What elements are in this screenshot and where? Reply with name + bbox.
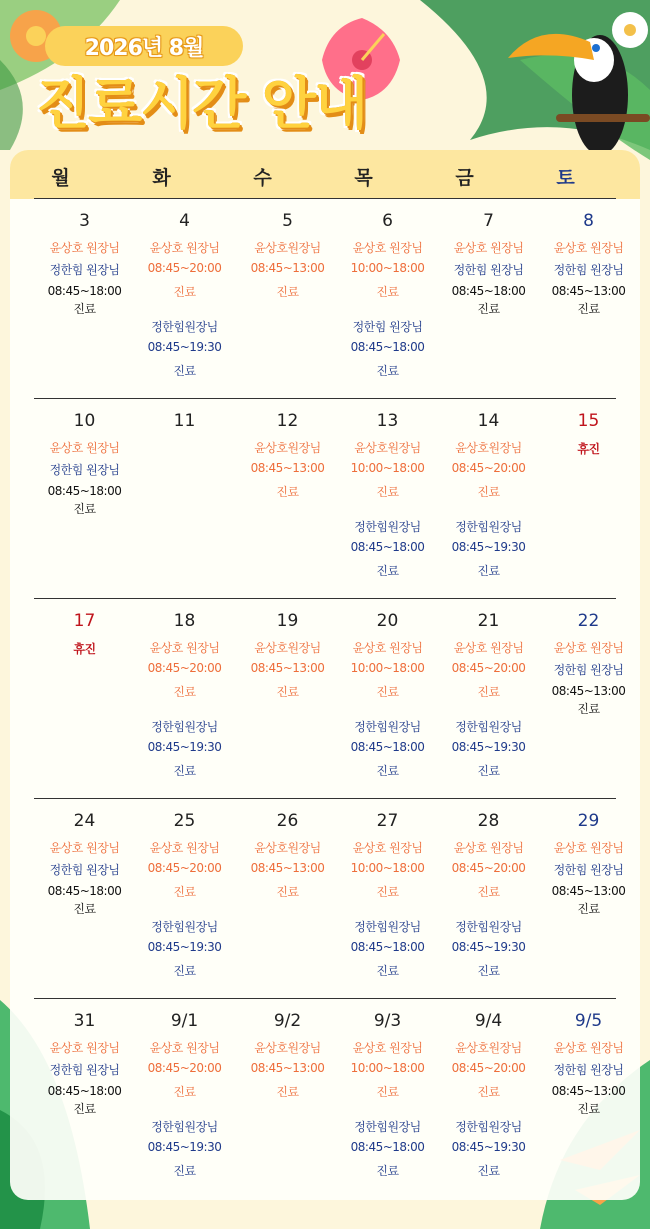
calendar-day: [237, 999, 338, 1199]
status-label: 진료: [376, 564, 399, 578]
hours: 08:45~20:00: [451, 1061, 526, 1075]
hours: 08:45~13:00: [551, 284, 626, 298]
status-label: 진료: [376, 885, 399, 899]
doctor-name: 정한힘원장님: [354, 1120, 421, 1134]
calendar-day: [237, 799, 338, 999]
doctor-name: 윤상호 원장님: [553, 241, 624, 255]
doctor-name: 윤상호 원장님: [553, 641, 624, 655]
hours: 08:45~13:00: [250, 461, 325, 475]
day-number: 27: [376, 811, 399, 831]
status-label: 진료: [276, 485, 299, 499]
hours: 10:00~18:00: [350, 861, 425, 875]
hours: 08:45~20:00: [147, 1061, 222, 1075]
hours: 08:45~13:00: [551, 884, 626, 898]
hours: 08:45~13:00: [551, 1084, 626, 1098]
doctor-name: 정한힘 원장님: [553, 1063, 624, 1077]
calendar-grid: [34, 198, 626, 1198]
status-label: 진료: [73, 1102, 96, 1116]
weekday-thu: 목: [354, 167, 373, 189]
day-number: 22: [577, 611, 600, 631]
doctor-name: 윤상호 원장님: [149, 641, 220, 655]
month-label: 2026년 8월: [45, 26, 243, 66]
doctor-name: 윤상호원장님: [254, 241, 321, 255]
day-number: 9/3: [373, 1011, 402, 1031]
calendar-day: [538, 999, 639, 1199]
doctor-name: 윤상호원장님: [354, 441, 421, 455]
weekday-fri: 금: [455, 167, 474, 189]
hours: 08:45~13:00: [250, 661, 325, 675]
white-flower-icon: [612, 12, 648, 48]
hours: 08:45~20:00: [147, 261, 222, 275]
status-label: 진료: [577, 1102, 600, 1116]
closed-label: 휴진: [73, 642, 96, 656]
doctor-name: 정한힘원장님: [354, 920, 421, 934]
calendar-day: [438, 799, 539, 999]
doctor-name: 윤상호원장님: [455, 1041, 522, 1055]
status-label: 진료: [376, 685, 399, 699]
weekday-mon: 월: [51, 167, 70, 189]
status-label: 진료: [173, 885, 196, 899]
day-number: 9/1: [170, 1011, 199, 1031]
status-label: 진료: [173, 364, 196, 378]
doctor-name: 윤상호 원장님: [352, 641, 423, 655]
hours: 08:45~19:30: [451, 740, 526, 754]
status-label: 진료: [376, 764, 399, 778]
status-label: 진료: [173, 685, 196, 699]
calendar-day: [34, 399, 135, 599]
hours: 08:45~20:00: [147, 661, 222, 675]
doctor-name: 윤상호원장님: [254, 841, 321, 855]
status-label: 진료: [73, 902, 96, 916]
doctor-name: 윤상호 원장님: [352, 241, 423, 255]
day-number: 3: [79, 211, 90, 231]
hours: 08:45~19:30: [147, 740, 222, 754]
calendar-day: [337, 199, 438, 399]
doctor-name: 정한힘 원장님: [49, 1063, 120, 1077]
weekday-header: [10, 150, 640, 199]
hours: 08:45~19:30: [451, 540, 526, 554]
hours: 08:45~19:30: [147, 1140, 222, 1154]
doctor-name: 정한힘 원장님: [553, 863, 624, 877]
doctor-name: 윤상호원장님: [254, 641, 321, 655]
doctor-name: 윤상호 원장님: [49, 841, 120, 855]
status-label: 진료: [477, 964, 500, 978]
status-label: 진료: [376, 1164, 399, 1178]
hours: 08:45~18:00: [47, 1084, 122, 1098]
status-label: 진료: [477, 302, 500, 316]
doctor-name: 정한힘원장님: [354, 720, 421, 734]
hours: 08:45~13:00: [551, 684, 626, 698]
doctor-name: 윤상호 원장님: [149, 841, 220, 855]
status-label: 진료: [577, 702, 600, 716]
doctor-name: 정한힘 원장님: [49, 463, 120, 477]
hours: 08:45~18:00: [350, 1140, 425, 1154]
hours: 10:00~18:00: [350, 461, 425, 475]
status-label: 진료: [173, 964, 196, 978]
status-label: 진료: [376, 1085, 399, 1099]
doctor-name: 윤상호 원장님: [453, 841, 524, 855]
weekday-wed: 수: [253, 167, 272, 189]
status-label: 진료: [577, 902, 600, 916]
calendar-day: [538, 399, 639, 599]
day-number: 14: [477, 411, 500, 431]
doctor-name: 정한힘원장님: [455, 1120, 522, 1134]
day-number: 9/5: [574, 1011, 603, 1031]
doctor-name: 정한힘원장님: [151, 720, 218, 734]
hours: 08:45~13:00: [250, 261, 325, 275]
doctor-name: 정한힘원장님: [455, 520, 522, 534]
calendar-day: [538, 799, 639, 999]
doctor-name: 윤상호원장님: [254, 441, 321, 455]
day-number: 17: [73, 611, 96, 631]
day-number: 8: [583, 211, 594, 231]
doctor-name: 윤상호 원장님: [49, 441, 120, 455]
calendar-day: [237, 199, 338, 399]
status-label: 진료: [376, 285, 399, 299]
doctor-name: 정한힘 원장님: [453, 263, 524, 277]
doctor-name: 정한힘 원장님: [352, 320, 423, 334]
hours: 08:45~20:00: [147, 861, 222, 875]
hours: 08:45~18:00: [47, 884, 122, 898]
doctor-name: 정한힘 원장님: [553, 663, 624, 677]
calendar-day: [337, 399, 438, 599]
hours: 10:00~18:00: [350, 261, 425, 275]
status-label: 진료: [73, 302, 96, 316]
status-label: 진료: [376, 485, 399, 499]
calendar-day: [134, 999, 235, 1199]
hours: 08:45~20:00: [451, 661, 526, 675]
status-label: 진료: [477, 885, 500, 899]
day-number: 18: [173, 611, 196, 631]
calendar-day: [337, 799, 438, 999]
doctor-name: 윤상호원장님: [455, 441, 522, 455]
calendar-week: [34, 398, 616, 598]
hours: 08:45~20:00: [451, 861, 526, 875]
hours: 08:45~18:00: [350, 340, 425, 354]
day-number: 25: [173, 811, 196, 831]
hours: 08:45~18:00: [47, 484, 122, 498]
status-label: 진료: [376, 364, 399, 378]
day-number: 12: [276, 411, 299, 431]
day-number: 31: [73, 1011, 96, 1031]
doctor-name: 윤상호 원장님: [49, 1041, 120, 1055]
status-label: 진료: [477, 685, 500, 699]
status-label: 진료: [477, 1085, 500, 1099]
status-label: 진료: [276, 285, 299, 299]
status-label: 진료: [173, 1085, 196, 1099]
status-label: 진료: [477, 485, 500, 499]
doctor-name: 정한힘원장님: [151, 920, 218, 934]
calendar-day: [34, 799, 135, 999]
hours: 08:45~19:30: [147, 940, 222, 954]
doctor-name: 윤상호 원장님: [352, 841, 423, 855]
day-number: 24: [73, 811, 96, 831]
calendar-day: [34, 999, 135, 1199]
calendar-day: [134, 399, 235, 599]
status-label: 진료: [477, 564, 500, 578]
day-number: 10: [73, 411, 96, 431]
day-number: 4: [179, 211, 190, 231]
doctor-name: 정한힘원장님: [354, 520, 421, 534]
calendar-day: [134, 799, 235, 999]
day-number: 15: [577, 411, 600, 431]
hours: 08:45~13:00: [250, 861, 325, 875]
calendar-day: [438, 999, 539, 1199]
doctor-name: 정한힘원장님: [455, 920, 522, 934]
doctor-name: 정한힘원장님: [151, 320, 218, 334]
day-number: 11: [173, 411, 196, 431]
status-label: 진료: [477, 764, 500, 778]
day-number: 7: [483, 211, 494, 231]
doctor-name: 윤상호 원장님: [553, 841, 624, 855]
day-number: 5: [282, 211, 293, 231]
hours: 08:45~19:30: [451, 940, 526, 954]
calendar-day: [337, 999, 438, 1199]
hours: 08:45~18:00: [451, 284, 526, 298]
doctor-name: 윤상호원장님: [254, 1041, 321, 1055]
status-label: 진료: [376, 964, 399, 978]
doctor-name: 정한힘원장님: [151, 1120, 218, 1134]
doctor-name: 윤상호 원장님: [49, 241, 120, 255]
calendar-day: [237, 599, 338, 799]
doctor-name: 윤상호 원장님: [453, 641, 524, 655]
weekday-tue: 화: [152, 167, 171, 189]
day-number: 19: [276, 611, 299, 631]
calendar-day: [438, 399, 539, 599]
calendar-day: [34, 599, 135, 799]
calendar-day: [134, 599, 235, 799]
status-label: 진료: [73, 502, 96, 516]
day-number: 28: [477, 811, 500, 831]
day-number: 20: [376, 611, 399, 631]
hours: 10:00~18:00: [350, 1061, 425, 1075]
schedule-card: [10, 150, 640, 1200]
status-label: 진료: [276, 685, 299, 699]
calendar-week: [34, 998, 626, 1198]
calendar-day: [438, 199, 539, 399]
day-number: 13: [376, 411, 399, 431]
doctor-name: 정한힘 원장님: [553, 263, 624, 277]
day-number: 21: [477, 611, 500, 631]
calendar-day: [237, 399, 338, 599]
hours: 08:45~18:00: [47, 284, 122, 298]
hours: 08:45~13:00: [250, 1061, 325, 1075]
calendar-day: [337, 599, 438, 799]
calendar-day: [134, 199, 235, 399]
doctor-name: 윤상호 원장님: [453, 241, 524, 255]
calendar-week: [34, 198, 626, 398]
closed-label: 휴진: [577, 442, 600, 456]
status-label: 진료: [477, 1164, 500, 1178]
page-title: 진료시간 안내: [36, 72, 367, 137]
calendar-week: [34, 798, 626, 998]
hours: 10:00~18:00: [350, 661, 425, 675]
hours: 08:45~19:30: [147, 340, 222, 354]
calendar-week: [34, 598, 626, 798]
status-label: 진료: [577, 302, 600, 316]
day-number: 9/2: [273, 1011, 302, 1031]
hours: 08:45~19:30: [451, 1140, 526, 1154]
calendar-day: [538, 199, 639, 399]
calendar-day: [438, 599, 539, 799]
hours: 08:45~18:00: [350, 540, 425, 554]
doctor-name: 정한힘 원장님: [49, 863, 120, 877]
day-number: 29: [577, 811, 600, 831]
hours: 08:45~18:00: [350, 740, 425, 754]
status-label: 진료: [173, 764, 196, 778]
doctor-name: 윤상호 원장님: [352, 1041, 423, 1055]
doctor-name: 정한힘원장님: [455, 720, 522, 734]
day-number: 9/4: [474, 1011, 503, 1031]
doctor-name: 윤상호 원장님: [149, 241, 220, 255]
doctor-name: 정한힘 원장님: [49, 263, 120, 277]
status-label: 진료: [276, 1085, 299, 1099]
hours: 08:45~18:00: [350, 940, 425, 954]
day-number: 26: [276, 811, 299, 831]
hours: 08:45~20:00: [451, 461, 526, 475]
status-label: 진료: [173, 285, 196, 299]
status-label: 진료: [173, 1164, 196, 1178]
weekday-sat: 토: [556, 167, 575, 189]
calendar-day: [538, 599, 639, 799]
status-label: 진료: [276, 885, 299, 899]
doctor-name: 윤상호 원장님: [149, 1041, 220, 1055]
day-number: 6: [382, 211, 393, 231]
calendar-day: [34, 199, 135, 399]
doctor-name: 윤상호 원장님: [553, 1041, 624, 1055]
